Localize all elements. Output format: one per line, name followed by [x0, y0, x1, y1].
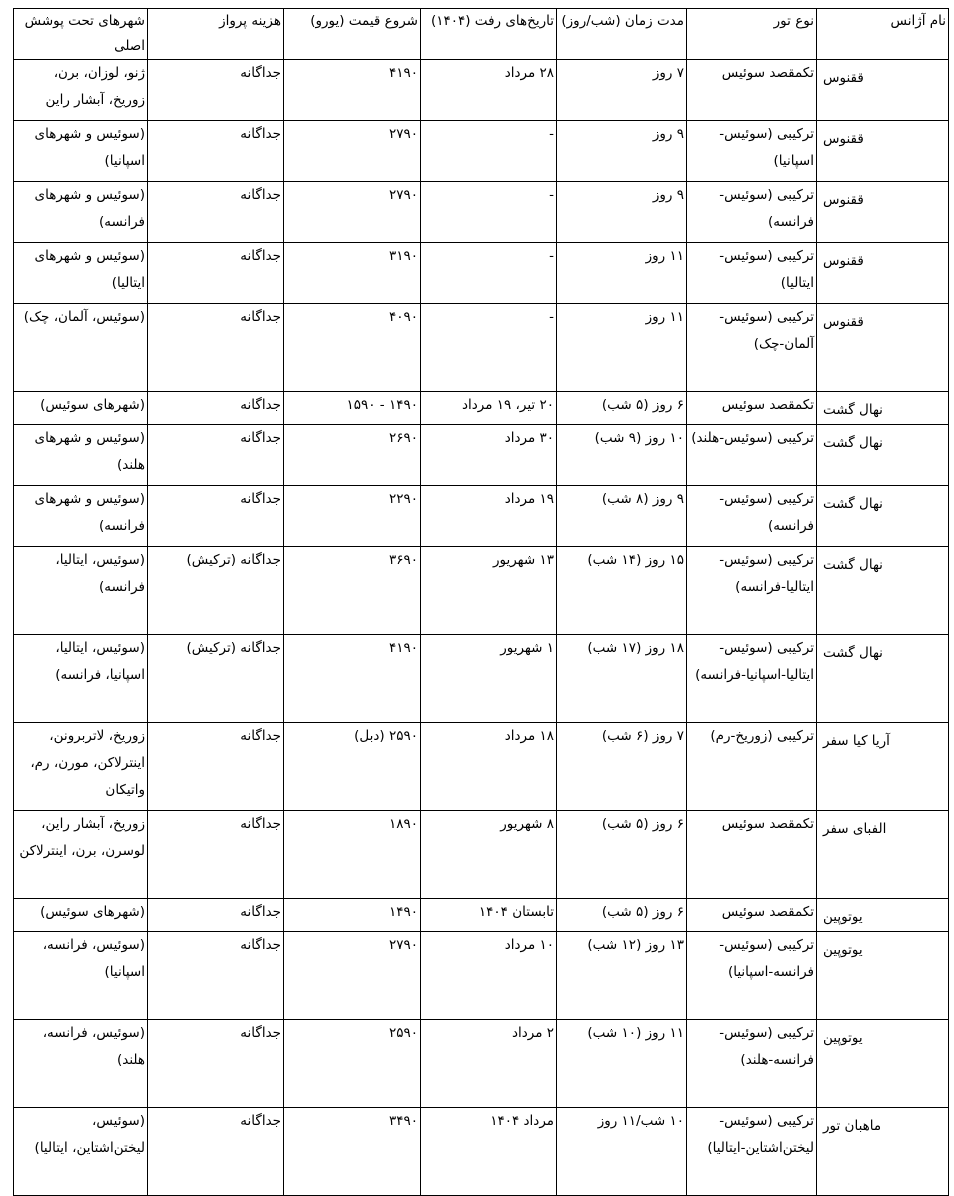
cell-flight-cost: جداگانه: [148, 243, 284, 304]
cell-duration: ۱۱ روز (۱۰ شب): [557, 1020, 687, 1108]
table-row: [14, 486, 949, 547]
table-row: [14, 243, 949, 304]
cell-flight-cost: جداگانه: [148, 1108, 284, 1196]
cell-duration: ۷ روز: [557, 60, 687, 121]
cell-tour-type: تکمقصد سوئیس: [687, 899, 817, 932]
cell-starting-price: ۲۶۹۰: [284, 425, 421, 486]
cell-agency: نهال گشت: [817, 425, 949, 486]
cell-duration: ۱۱ روز: [557, 243, 687, 304]
cell-flight-cost: جداگانه (ترکیش): [148, 635, 284, 723]
cell-flight-cost: جداگانه: [148, 811, 284, 899]
cell-starting-price: ۱۴۹۰: [284, 899, 421, 932]
cell-covered-cities: (سوئیس و شهرهای ایتالیا): [14, 243, 148, 304]
cell-starting-price: ۲۷۹۰: [284, 932, 421, 1020]
cell-duration: ۹ روز: [557, 121, 687, 182]
cell-agency: نهال گشت: [817, 635, 949, 723]
cell-flight-cost: جداگانه: [148, 1020, 284, 1108]
cell-departure-dates: -: [421, 182, 557, 243]
cell-tour-type: ترکیبی (سوئیس-فرانسه): [687, 182, 817, 243]
cell-flight-cost: جداگانه: [148, 899, 284, 932]
cell-departure-dates: ۱۰ مرداد: [421, 932, 557, 1020]
cell-agency: نهال گشت: [817, 392, 949, 425]
cell-covered-cities: (سوئیس، فرانسه، هلند): [14, 1020, 148, 1108]
table-row: [14, 121, 949, 182]
cell-starting-price: ۲۵۹۰: [284, 1020, 421, 1108]
cell-duration: ۹ روز (۸ شب): [557, 486, 687, 547]
cell-duration: ۱۱ روز: [557, 304, 687, 392]
cell-flight-cost: جداگانه: [148, 392, 284, 425]
cell-departure-dates: ۳۰ مرداد: [421, 425, 557, 486]
cell-agency: یوتوپین: [817, 1020, 949, 1108]
cell-covered-cities: (سوئیس و شهرهای هلند): [14, 425, 148, 486]
cell-covered-cities: (سوئیس، لیختن‌اشتاین، ایتالیا): [14, 1108, 148, 1196]
cell-tour-type: ترکیبی (سوئیس-اسپانیا): [687, 121, 817, 182]
cell-duration: ۱۳ روز (۱۲ شب): [557, 932, 687, 1020]
cell-tour-type: ترکیبی (زوریخ-رم): [687, 723, 817, 811]
table-row: [14, 547, 949, 635]
cell-flight-cost: جداگانه: [148, 486, 284, 547]
cell-departure-dates: تابستان ۱۴۰۴: [421, 899, 557, 932]
cell-flight-cost: جداگانه: [148, 425, 284, 486]
cell-duration: ۱۰ شب/۱۱ روز: [557, 1108, 687, 1196]
cell-departure-dates: ۸ شهریور: [421, 811, 557, 899]
cell-agency: ققنوس: [817, 60, 949, 121]
cell-departure-dates: ۲۸ مرداد: [421, 60, 557, 121]
cell-covered-cities: (شهرهای سوئیس): [14, 392, 148, 425]
cell-departure-dates: ۱۸ مرداد: [421, 723, 557, 811]
table-row: [14, 1108, 949, 1196]
table-header-row: [14, 9, 949, 60]
cell-duration: ۶ روز (۵ شب): [557, 392, 687, 425]
cell-agency: نهال گشت: [817, 547, 949, 635]
cell-departure-dates: ۱۳ شهریور: [421, 547, 557, 635]
cell-departure-dates: ۱۹ مرداد: [421, 486, 557, 547]
cell-starting-price: ۴۱۹۰: [284, 635, 421, 723]
cell-agency: ماهبان تور: [817, 1108, 949, 1196]
cell-flight-cost: جداگانه: [148, 723, 284, 811]
cell-tour-type: ترکیبی (سوئیس-فرانسه-هلند): [687, 1020, 817, 1108]
cell-covered-cities: ژنو، لوزان، برن، زوریخ، آبشار راین: [14, 60, 148, 121]
cell-tour-type: ترکیبی (سوئیس-فرانسه-اسپانیا): [687, 932, 817, 1020]
cell-tour-type: ترکیبی (سوئیس-هلند): [687, 425, 817, 486]
cell-agency: یوتوپین: [817, 899, 949, 932]
cell-departure-dates: ۱ شهریور: [421, 635, 557, 723]
cell-flight-cost: جداگانه: [148, 60, 284, 121]
cell-starting-price: ۲۵۹۰ (دبل): [284, 723, 421, 811]
cell-tour-type: ترکیبی (سوئیس-ایتالیا-اسپانیا-فرانسه): [687, 635, 817, 723]
cell-covered-cities: (سوئیس، ایتالیا، اسپانیا، فرانسه): [14, 635, 148, 723]
cell-covered-cities: (سوئیس، آلمان، چک): [14, 304, 148, 392]
cell-agency: ققنوس: [817, 121, 949, 182]
table-row: [14, 304, 949, 392]
table-row: [14, 811, 949, 899]
cell-starting-price: ۴۰۹۰: [284, 304, 421, 392]
cell-covered-cities: (سوئیس و شهرهای فرانسه): [14, 182, 148, 243]
cell-duration: ۱۵ روز (۱۴ شب): [557, 547, 687, 635]
cell-flight-cost: جداگانه: [148, 304, 284, 392]
cell-covered-cities: زوریخ، آبشار راین، لوسرن، برن، اینترلاکن: [14, 811, 148, 899]
cell-flight-cost: جداگانه: [148, 182, 284, 243]
cell-starting-price: ۳۴۹۰: [284, 1108, 421, 1196]
cell-agency: یوتوپین: [817, 932, 949, 1020]
cell-tour-type: تکمقصد سوئیس: [687, 60, 817, 121]
header-flight-cost: هزینه پرواز: [148, 9, 284, 60]
cell-tour-type: ترکیبی (سوئیس-ایتالیا): [687, 243, 817, 304]
cell-agency: ققنوس: [817, 304, 949, 392]
cell-agency: ققنوس: [817, 243, 949, 304]
cell-agency: ققنوس: [817, 182, 949, 243]
cell-covered-cities: (شهرهای سوئیس): [14, 899, 148, 932]
cell-duration: ۶ روز (۵ شب): [557, 811, 687, 899]
cell-covered-cities: (سوئیس و شهرهای اسپانیا): [14, 121, 148, 182]
cell-agency: آریا کیا سفر: [817, 723, 949, 811]
cell-duration: ۱۰ روز (۹ شب): [557, 425, 687, 486]
cell-starting-price: ۳۶۹۰: [284, 547, 421, 635]
table-row: [14, 1020, 949, 1108]
table-row: [14, 723, 949, 811]
table-row: [14, 635, 949, 723]
tour-comparison-table: [13, 8, 949, 1196]
header-departure-dates: تاریخ‌های رفت (۱۴۰۴): [421, 9, 557, 60]
cell-departure-dates: -: [421, 243, 557, 304]
cell-starting-price: ۲۲۹۰: [284, 486, 421, 547]
header-duration: مدت زمان (شب/روز): [557, 9, 687, 60]
cell-covered-cities: (سوئیس، ایتالیا، فرانسه): [14, 547, 148, 635]
cell-duration: ۹ روز: [557, 182, 687, 243]
cell-tour-type: ترکیبی (سوئیس-ایتالیا-فرانسه): [687, 547, 817, 635]
cell-departure-dates: -: [421, 121, 557, 182]
cell-starting-price: ۱۸۹۰: [284, 811, 421, 899]
cell-tour-type: ترکیبی (سوئیس-آلمان-چک): [687, 304, 817, 392]
cell-tour-type: تکمقصد سوئیس: [687, 392, 817, 425]
cell-duration: ۶ روز (۵ شب): [557, 899, 687, 932]
table-row: [14, 425, 949, 486]
cell-starting-price: ۱۴۹۰ - ۱۵۹۰: [284, 392, 421, 425]
header-covered-cities: شهرهای تحت پوشش اصلی: [14, 9, 148, 60]
cell-agency: نهال گشت: [817, 486, 949, 547]
tour-comparison-table-container: [13, 8, 948, 1196]
header-agency: نام آژانس: [817, 9, 949, 60]
cell-covered-cities: (سوئیس، فرانسه، اسپانیا): [14, 932, 148, 1020]
table-row: [14, 899, 949, 932]
cell-duration: ۱۸ روز (۱۷ شب): [557, 635, 687, 723]
cell-starting-price: ۲۷۹۰: [284, 121, 421, 182]
cell-starting-price: ۳۱۹۰: [284, 243, 421, 304]
cell-departure-dates: ۲۰ تیر، ۱۹ مرداد: [421, 392, 557, 425]
cell-departure-dates: -: [421, 304, 557, 392]
table-row: [14, 182, 949, 243]
cell-starting-price: ۲۷۹۰: [284, 182, 421, 243]
header-starting-price: شروع قیمت (یورو): [284, 9, 421, 60]
cell-starting-price: ۴۱۹۰: [284, 60, 421, 121]
cell-duration: ۷ روز (۶ شب): [557, 723, 687, 811]
table-row: [14, 392, 949, 425]
cell-covered-cities: زوریخ، لاتربرونن، اینترلاکن، مورن، رم، واتیکان: [14, 723, 148, 811]
header-tour-type: نوع تور: [687, 9, 817, 60]
cell-tour-type: ترکیبی (سوئیس-فرانسه): [687, 486, 817, 547]
cell-departure-dates: ۲ مرداد: [421, 1020, 557, 1108]
cell-tour-type: تکمقصد سوئیس: [687, 811, 817, 899]
table-row: [14, 60, 949, 121]
table-body: [14, 60, 949, 1196]
cell-agency: الفبای سفر: [817, 811, 949, 899]
cell-flight-cost: جداگانه (ترکیش): [148, 547, 284, 635]
cell-tour-type: ترکیبی (سوئیس-لیختن‌اشتاین-ایتالیا): [687, 1108, 817, 1196]
table-row: [14, 932, 949, 1020]
cell-flight-cost: جداگانه: [148, 121, 284, 182]
cell-flight-cost: جداگانه: [148, 932, 284, 1020]
cell-departure-dates: مرداد ۱۴۰۴: [421, 1108, 557, 1196]
cell-covered-cities: (سوئیس و شهرهای فرانسه): [14, 486, 148, 547]
